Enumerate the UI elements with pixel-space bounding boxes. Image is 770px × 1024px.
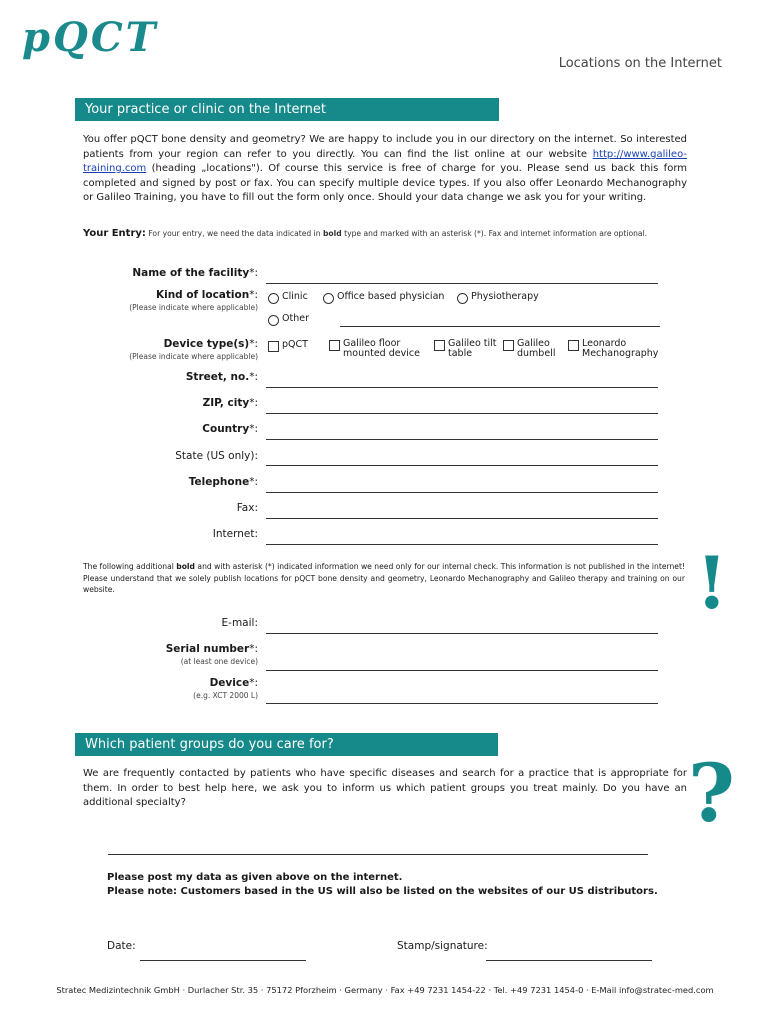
device-option-galileo-dumbell[interactable]: Galileo dumbell <box>503 339 561 359</box>
device-option-galileo-floor[interactable]: Galileo floor mounted device <box>329 339 429 359</box>
footer: Stratec Medizintechnik GmbH · Durlacher Str. 35 · 75172 Pforzheim · Germany · Fax +49 7231 1454-22 · Tel. +49 7231 1454-0 · E-Mail info@stratec-med.com <box>56 985 714 995</box>
checkbox-icon <box>503 340 514 351</box>
checkbox-icon <box>434 340 445 351</box>
radio-icon <box>323 293 334 304</box>
device-type-label: Device type(s)*: <box>163 338 258 350</box>
street-label: Street, no.*: <box>185 371 258 383</box>
intro-text-2: (heading „locations"). Of course this service is free of charge for you. Please send us back this form completed and signed by post or fax. You can specify multiple device types. If you also offer Leonardo Mechanography or Galileo Training, you have to fill out the form only once. Should your data change we ask you for your writing. <box>83 163 687 203</box>
entry-text-2: type and marked with an asterisk (*). Fax and internet information are optional. <box>341 229 648 238</box>
zip-label: ZIP, city*: <box>202 397 258 409</box>
fax-label: Fax: <box>236 502 258 514</box>
fax-field[interactable] <box>266 518 658 519</box>
section-header-practice: Your practice or clinic on the Internet <box>75 98 499 121</box>
kind-option-other[interactable]: Other <box>268 314 309 326</box>
state-label: State (US only): <box>175 450 258 462</box>
date-label: Date: <box>107 940 136 952</box>
exclamation-icon: ! <box>696 540 728 625</box>
device-option-leonardo[interactable]: Leonardo Mechanography <box>568 339 660 359</box>
date-field[interactable] <box>140 960 306 961</box>
device-field[interactable] <box>266 703 658 704</box>
device-option-pqct[interactable]: pQCT <box>268 340 308 352</box>
checkbox-icon <box>329 340 340 351</box>
post-note: Please post my data as given above on the internet. <box>107 872 403 883</box>
device-hint: (e.g. XCT 2000 L) <box>193 691 258 700</box>
entry-bold: bold <box>322 229 342 238</box>
facility-field[interactable] <box>266 283 658 284</box>
internet-label: Internet: <box>212 528 258 540</box>
telephone-label: Telephone*: <box>188 476 258 488</box>
kind-option-physiotherapy[interactable]: Physiotherapy <box>457 292 539 304</box>
patients-paragraph: We are frequently contacted by patients who have specific diseases and search for a practice that is appropriate for them. In order to best help here, we ask you to inform us which patient groups you treat mainly. Do you have an additional specialty? <box>83 768 687 808</box>
serial-field[interactable] <box>266 670 658 671</box>
kind-other-field[interactable] <box>340 326 660 327</box>
section-header-patients: Which patient groups do you care for? <box>75 733 498 756</box>
email-label: E-mail: <box>221 617 258 629</box>
device-option-galileo-tilt[interactable]: Galileo tilt table <box>434 339 500 359</box>
state-field[interactable] <box>266 465 658 466</box>
patients-field[interactable] <box>108 854 648 855</box>
us-note: Please note: Customers based in the US will also be listed on the websites of our US distributors. <box>107 886 658 897</box>
zip-field[interactable] <box>266 413 658 414</box>
street-field[interactable] <box>266 387 658 388</box>
radio-icon <box>268 315 279 326</box>
intro-paragraph <box>83 133 687 206</box>
device-label: Device*: <box>209 677 258 689</box>
telephone-field[interactable] <box>266 492 658 493</box>
radio-icon <box>268 293 279 304</box>
entry-text-1: For your entry, we need the data indicated in <box>145 229 323 238</box>
internal-note: The following additional bold and with asterisk (*) indicated information we need only for our internal check. This information is not published in the internet! Please understand that we solely publish locations for pQCT bone density and geometry, Leonardo Mechanography and Galileo therapy and training on our website. <box>83 562 686 594</box>
checkbox-icon <box>268 341 279 352</box>
country-label: Country*: <box>202 423 258 435</box>
checkbox-icon <box>568 340 579 351</box>
kind-option-clinic[interactable]: Clinic <box>268 292 308 304</box>
question-icon: ? <box>688 746 735 840</box>
logo: pQCT <box>22 14 159 61</box>
website-link[interactable]: http://www.galileo-training.com <box>83 148 687 174</box>
device-type-hint: (Please indicate where applicable) <box>129 352 258 361</box>
internet-field[interactable] <box>266 544 658 545</box>
radio-icon <box>457 293 468 304</box>
kind-hint: (Please indicate where applicable) <box>129 303 258 312</box>
intro-text-1: You offer pQCT bone density and geometry? We are happy to include you in our directory on the internet. So interested patients from your region can refer to you directly. You can find the list online at our website <box>83 134 687 160</box>
serial-label: Serial number*: <box>165 643 258 655</box>
stamp-field[interactable] <box>486 960 652 961</box>
serial-hint: (at least one device) <box>180 657 258 666</box>
facility-label: Name of the facility*: <box>132 267 258 279</box>
email-field[interactable] <box>266 633 658 634</box>
entry-label: Your Entry: <box>83 228 146 239</box>
page-subtitle: Locations on the Internet <box>558 56 722 71</box>
entry-note <box>83 228 647 239</box>
kind-option-office[interactable]: Office based physician <box>323 292 444 304</box>
country-field[interactable] <box>266 439 658 440</box>
kind-label: Kind of location*: <box>155 289 258 301</box>
stamp-label: Stamp/signature: <box>397 940 488 952</box>
